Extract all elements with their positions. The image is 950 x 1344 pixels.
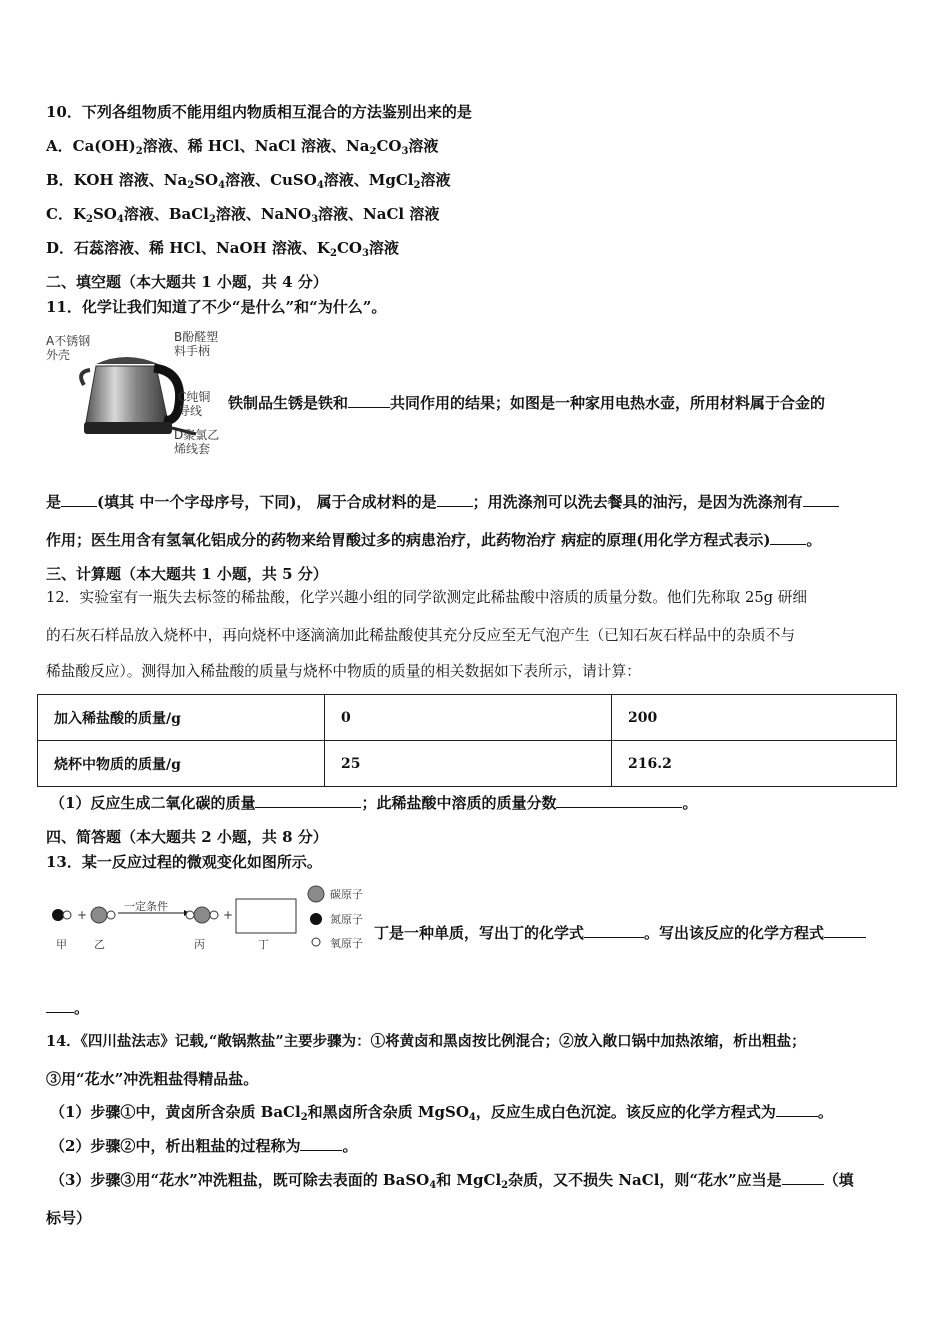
blank-field[interactable]	[61, 492, 97, 507]
q11-stem: 11．化学让我们知道了不少“是什么”和“为什么”。	[46, 298, 387, 316]
q14-sub-3-cont: 标号）	[46, 1209, 92, 1227]
q10-option-d: D．石蕊溶液、稀 HCl、NaOH 溶液、$K_2CO_3$溶液	[46, 239, 399, 259]
q12-line-1: 12．实验室有一瓶失去标签的稀盐酸，化学兴趣小组的同学欲测定此稀盐酸中溶质的质量分数。他们先称取 25g 研细	[46, 589, 808, 606]
blank-field[interactable]	[46, 998, 74, 1013]
legend-oxygen	[312, 938, 320, 946]
reaction-condition: 一定条件	[124, 900, 168, 913]
label-jia: 甲	[56, 938, 67, 951]
q10-option-c: C．$K_2SO_4$溶液、BaCl$_2$溶液、NaNO$_3$溶液、NaCl 溶液	[46, 205, 440, 225]
blank-field[interactable]	[803, 492, 839, 507]
blank-field[interactable]	[556, 793, 682, 808]
carbon-atom	[194, 907, 210, 923]
q12-data-table	[37, 694, 897, 787]
reaction-diagram	[46, 882, 376, 952]
blank-field[interactable]	[770, 530, 806, 545]
kettle-label-b: B酚醛塑 料手柄	[174, 330, 219, 358]
section-3-heading: 三、计算题（本大题共 1 小题，共 5 分）	[46, 565, 328, 583]
table-row	[38, 695, 897, 741]
q10-option-a: A．$Ca(OH)_2$溶液、稀 HCl、NaCl 溶液、$Na_2CO_3$溶液	[46, 137, 439, 157]
blank-field[interactable]	[584, 923, 644, 938]
q13-text-end: 。	[46, 998, 89, 1018]
table-cell: 25	[325, 741, 612, 787]
label-yi: 乙	[94, 938, 105, 951]
label-bing: 丙	[194, 938, 205, 951]
q14-sub-1: （1）步骤①中，黄卤所含杂质 BaCl$_2$和黑卤所含杂质 MgSO$_4$，反应生成白色沉淀。该反应的化学方程式为 。	[50, 1103, 833, 1123]
legend-carbon	[308, 886, 324, 902]
q14-sub-3: （3）步骤③用“花水”冲洗粗盐，既可除去表面的 BaSO$_4$和 MgCl$_2$杂质，又不损失 NaCl，则“花水”应当是 （填	[50, 1171, 854, 1191]
q10-stem: 10．下列各组物质不能用组内物质相互混合的方法鉴别出来的是	[46, 103, 472, 121]
section-2-heading: 二、填空题（本大题共 1 小题，共 4 分）	[46, 273, 328, 291]
oxygen-atom	[210, 911, 218, 919]
blank-field[interactable]	[437, 492, 473, 507]
table-cell: 200	[612, 695, 897, 741]
q12-sub-1: （1）反应生成二氧化碳的质量 ；此稀盐酸中溶质的质量分数 。	[50, 794, 698, 812]
oxygen-atom	[63, 911, 71, 919]
q11-line-1: 铁制品生锈是铁和 共同作用的结果；如图是一种家用电热水壶，所用材料属于合金的	[228, 394, 826, 412]
product-box	[236, 899, 296, 933]
svg-text:+: +	[77, 908, 88, 922]
kettle-label-a: A不锈钢 外壳	[46, 334, 91, 362]
blank-field[interactable]	[824, 923, 866, 938]
blank-field[interactable]	[300, 1136, 342, 1151]
q11-line-2: 是 (填其 中一个字母序号，下同)， 属于合成材料的是 ；用洗涤剂可以洗去餐具的油污，是因为洗涤剂有	[46, 492, 839, 512]
blank-field[interactable]	[776, 1102, 818, 1117]
q11-line-3: 作用；医生用含有氢氧化铝成分的药物来给胃酸过多的病患治疗，此药物治疗 病症的原理(用化学方程式表示) 。	[46, 531, 822, 549]
kettle-figure	[46, 330, 226, 460]
q14-sub-2: （2）步骤②中，析出粗盐的过程称为 。	[50, 1137, 358, 1155]
q13-stem: 13．某一反应过程的微观变化如图所示。	[46, 853, 322, 871]
svg-text:+: +	[223, 908, 234, 922]
nitrogen-atom	[52, 909, 64, 921]
blank-field[interactable]	[255, 793, 361, 808]
legend-carbon-label: 碳原子	[330, 888, 363, 901]
legend-oxygen-label: 氧原子	[330, 937, 363, 950]
table-row	[38, 741, 897, 787]
section-4-heading: 四、简答题（本大题共 2 小题，共 8 分）	[46, 828, 328, 846]
kettle-label-d: D聚氯乙 烯线套	[174, 428, 220, 456]
oxygen-atom	[186, 911, 194, 919]
table-cell: 加入稀盐酸的质量/g	[38, 695, 325, 741]
kettle-label-c: C纯铜 导线	[178, 390, 211, 418]
q10-option-b: B．KOH 溶液、$Na_2SO_4$溶液、CuSO$_4$溶液、MgCl$_2$溶液	[46, 171, 451, 191]
oxygen-atom	[107, 911, 115, 919]
legend-nitrogen	[310, 913, 322, 925]
q14-line-1: 14．《四川盐法志》记载,“敞锅熬盐”主要步骤为：①将黄卤和黑卤按比例混合；②放入敞口锅中加热浓缩，析出粗盐；	[46, 1033, 806, 1050]
q13-text: 丁是一种单质，写出丁的化学式 。写出该反应的化学方程式	[374, 923, 866, 943]
blank-field[interactable]	[348, 393, 390, 408]
q12-line-2: 的石灰石样品放入烧杯中，再向烧杯中逐滴滴加此稀盐酸使其充分反应至无气泡产生（已知石灰石样品中的杂质不与	[46, 627, 796, 644]
table-cell: 0	[325, 695, 612, 741]
table-cell: 烧杯中物质的质量/g	[38, 741, 325, 787]
blank-field[interactable]	[782, 1170, 824, 1185]
legend-nitrogen-label: 氮原子	[330, 913, 363, 926]
q12-line-3: 稀盐酸反应）。测得加入稀盐酸的质量与烧杯中物质的质量的相关数据如下表所示，请计算：	[46, 663, 641, 680]
carbon-atom	[91, 907, 107, 923]
q14-line-2: ③用“花水”冲洗粗盐得精品盐。	[46, 1070, 259, 1088]
table-cell: 216.2	[612, 741, 897, 787]
label-ding: 丁	[258, 938, 269, 951]
